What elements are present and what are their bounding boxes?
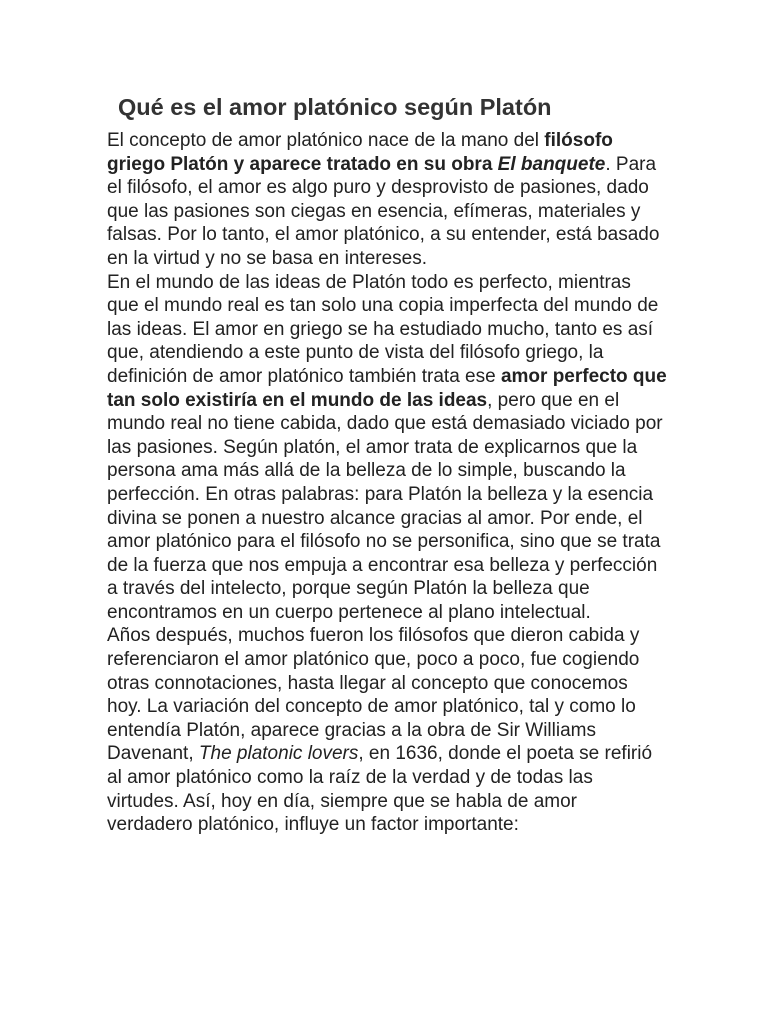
document-title: Qué es el amor platónico según Platón [118,94,552,120]
text-segment: Años después, muchos fueron los filósofos que dieron cabida y referenciaron el amor platónico que, poco a poco, fue cogiendo otras connotaciones, hasta llegar al concepto que conocemos hoy. La variación del concepto de amor platónico, tal y como lo entendía Platón, aparece gracias a la obra de Sir Williams Davenant, [107,625,640,765]
bold-text: amor perfecto que tan solo existiría en el mundo de las ideas [107,365,667,411]
paragraph-3 [107,624,667,836]
text-segment: , en 1636, donde el poeta se refirió al amor platónico como la raíz de la verdad y de todas las virtudes. Así, hoy en día, siempre que se habla de amor verdadero platónico, influye un factor importante: [107,743,653,836]
paragraph-2 [107,271,667,625]
paragraph-1 [107,129,667,271]
text-segment: En el mundo de las ideas de Platón todo es perfecto, mientras que el mundo real es tan solo una copia imperfecta del mundo de las ideas. El amor en griego se ha estudiado mucho, tanto es así que, atendiendo a este punto de vista del filósofo griego, la definición de amor platónico también trata ese [107,271,659,387]
text-segment: , pero que en el mundo real no tiene cabida, dado que está demasiado viciado por las pasiones. Según platón, el amor trata de explicarnos que la persona ama más allá de la belleza de lo simple, buscando la perfección. En otras palabras: para Platón la belleza y la esencia divina se ponen a nuestro alcance gracias al amor. Por ende, el amor platónico para el filósofo no se personifica, sino que se trata de la fuerza que nos empuja a encontrar esa belleza y perfección a través del intelecto, porque según Platón la belleza que encontramos en un cuerpo pertenece al plano intelectual. [107,389,663,623]
italic-text: The platonic lovers [198,743,359,765]
bold-italic-text: El banquete [497,153,606,175]
document-page [107,92,667,837]
text-segment: . Para el filósofo, el amor es algo puro y desprovisto de pasiones, dado que las pasiones son ciegas en esencia, efímeras, materiales y falsas. Por lo tanto, el amor platónico, a su entender, está basado en la virtud y no se basa en intereses. [107,153,660,269]
document-body [107,129,667,837]
bold-text: filósofo griego Platón y aparece tratado en su obra [107,130,613,175]
text-segment: El concepto de amor platónico nace de la mano del [107,130,545,151]
